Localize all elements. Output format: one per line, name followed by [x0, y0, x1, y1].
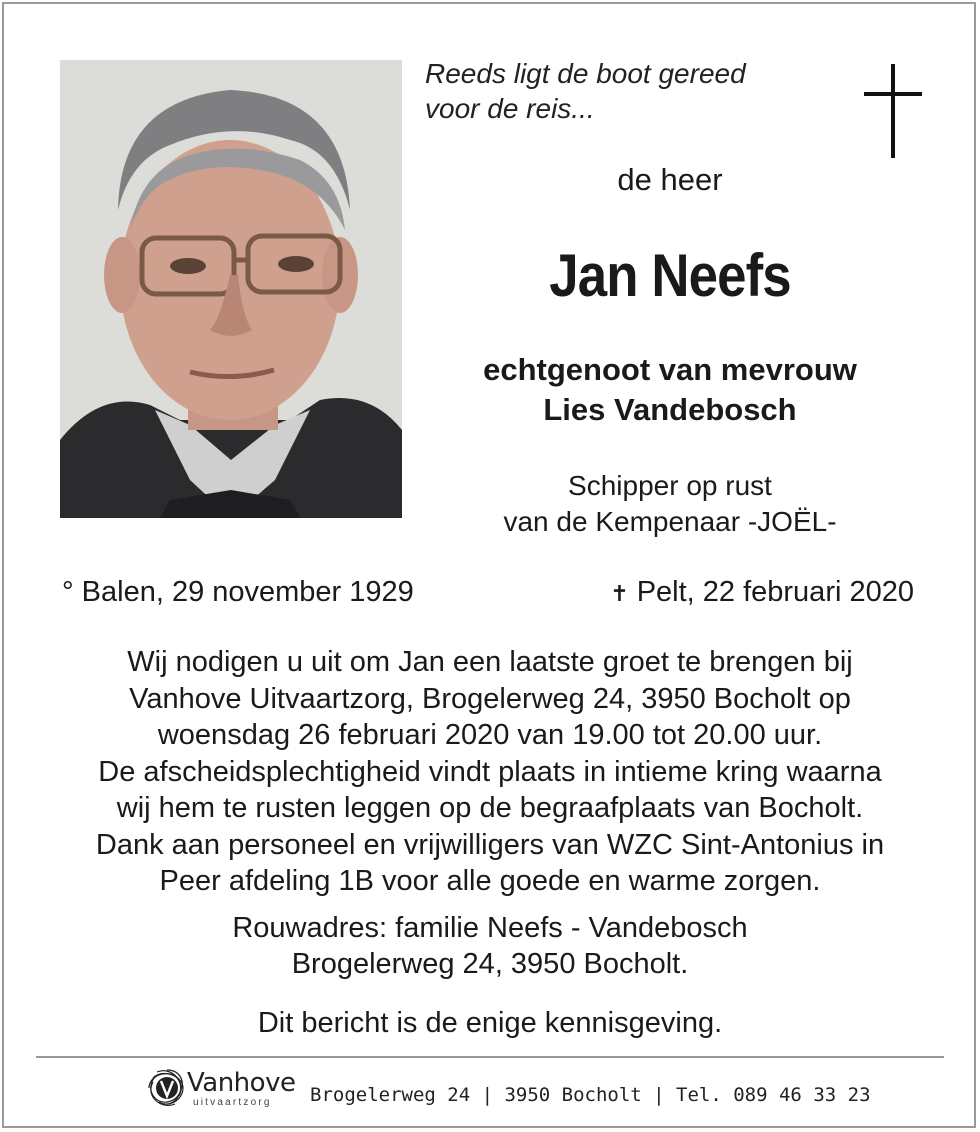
- cross-icon: [864, 64, 922, 158]
- birth-info: ° Balen, 29 november 1929: [62, 576, 414, 608]
- death-info: [610, 574, 914, 612]
- message-line: Vanhove Uitvaartzorg, Brogelerweg 24, 3950 Bocholt op: [129, 682, 851, 715]
- invitation-message: [30, 644, 950, 900]
- footer-divider: [36, 1056, 944, 1058]
- death-text: Pelt, 22 februari 2020: [636, 576, 914, 608]
- logo-mark-icon: [145, 1068, 189, 1108]
- address-line-2: Brogelerweg 24, 3950 Bocholt.: [291, 948, 689, 980]
- logo-subtitle: uitvaartzorg: [193, 1097, 272, 1108]
- spouse-line-1: echtgenoot van mevrouw: [483, 352, 857, 387]
- spouse-line-2: Lies Vandebosch: [543, 392, 797, 427]
- portrait-photo: [60, 60, 402, 518]
- logo-name: Vanhove: [187, 1068, 296, 1098]
- salutation: de heer: [617, 162, 723, 197]
- vanhove-logo: [145, 1068, 305, 1112]
- occupation: [440, 468, 900, 540]
- message-line: De afscheidsplechtigheid vindt plaats in intieme kring waarna: [98, 755, 882, 788]
- message-line: Dank aan personeel en vrijwilligers van WZC Sint-Antonius in: [95, 828, 885, 861]
- spouse-info: [420, 350, 920, 430]
- message-line: Wij nodigen u uit om Jan een laatste groet te brengen bij: [127, 646, 853, 678]
- quote-line-1: Reeds ligt de boot gereed: [425, 58, 746, 89]
- occupation-line-2: van de Kempenaar -JOËL-: [503, 506, 837, 537]
- occupation-line-1: Schipper op rust: [568, 470, 772, 501]
- address-line-1: Rouwadres: familie Neefs - Vandebosch: [232, 912, 748, 944]
- message-line: Peer afdeling 1B voor alle goede en warme zorgen.: [159, 865, 821, 897]
- message-line: wij hem te rusten leggen op de begraafplaats van Bocholt.: [116, 792, 864, 824]
- message-line: woensdag 26 februari 2020 van 19.00 tot 20.00 uur.: [157, 719, 823, 751]
- quote-line-2: voor de reis...: [425, 93, 595, 124]
- quote: [425, 56, 845, 126]
- mourning-address: [40, 910, 940, 982]
- footer-contact-info: Brogelerweg 24 | 3950 Bocholt | Tel. 089 46 33 23: [310, 1084, 871, 1106]
- deceased-name: Jan Neefs: [549, 242, 791, 309]
- notice: Dit bericht is de enige kennisgeving.: [257, 1007, 723, 1039]
- dagger-icon: ✝: [610, 581, 629, 606]
